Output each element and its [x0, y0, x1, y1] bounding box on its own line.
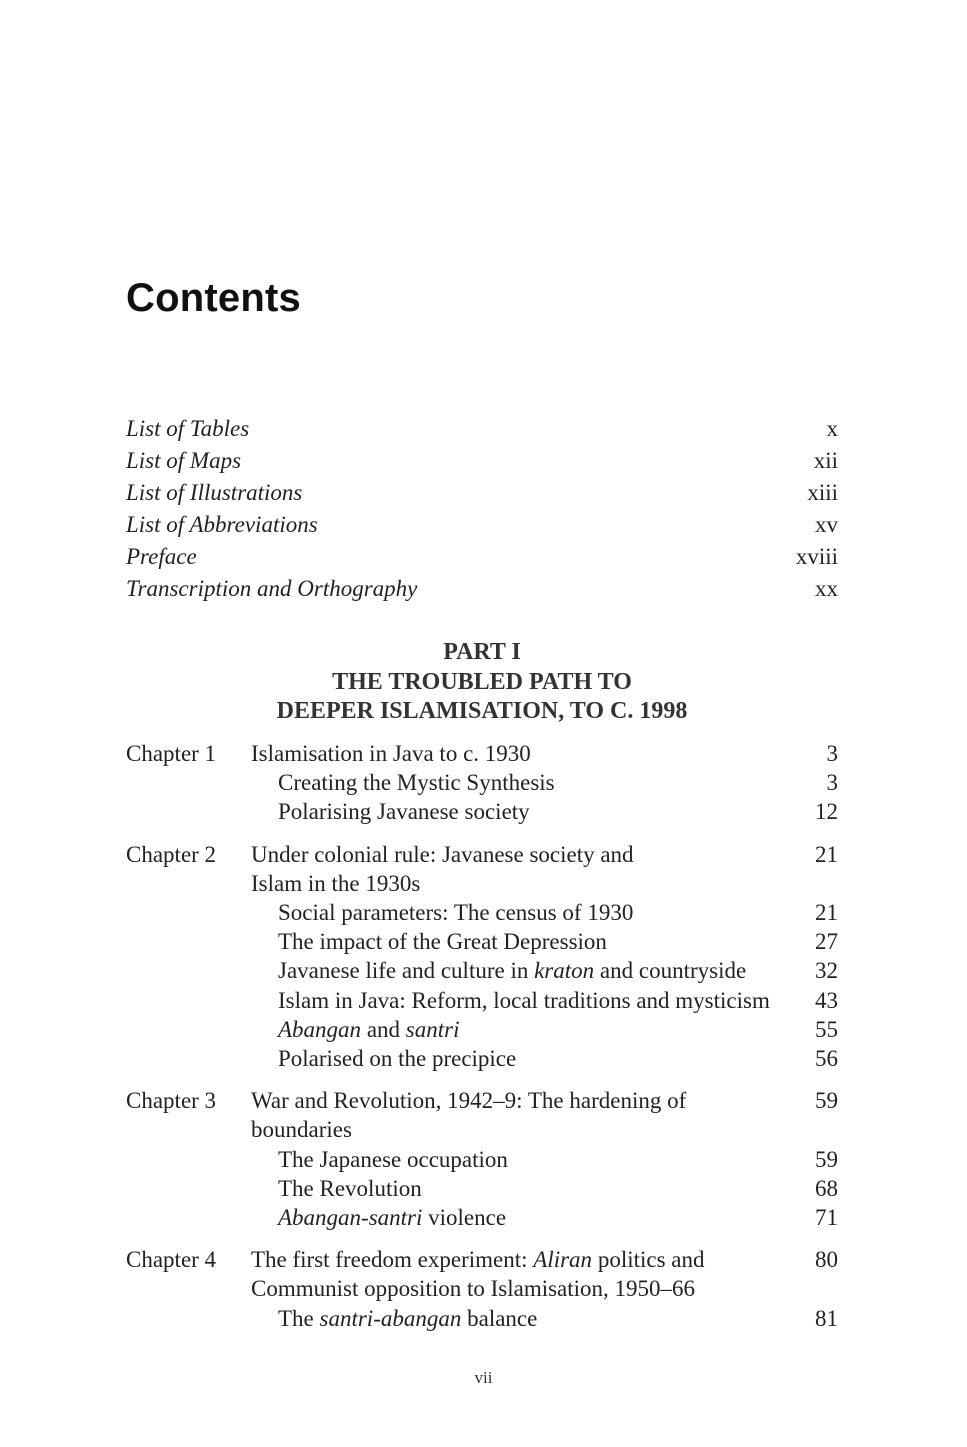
toc-entry-list-of-illustrations[interactable]	[126, 480, 838, 512]
section-title-post: violence	[422, 1205, 507, 1231]
front-matter-list	[126, 416, 838, 608]
section-title: The impact of the Great Depression	[278, 929, 607, 955]
section-title-post: and countryside	[594, 958, 747, 984]
section-title-italic: Abangan-santri	[278, 1205, 423, 1231]
toc-entry-preface[interactable]	[126, 544, 838, 576]
page-number: vii	[474, 1368, 493, 1387]
section-title-italic: Abangan	[278, 1016, 362, 1042]
chapter-2	[126, 840, 838, 1074]
chapter-label: Chapter 3	[126, 1088, 217, 1114]
section-entry[interactable]	[126, 986, 838, 1015]
chapter-title-pre: The first freedom experiment:	[251, 1247, 534, 1273]
chapter-entry[interactable]	[126, 1245, 838, 1303]
entry-page: x	[826, 416, 838, 441]
section-page: 68	[815, 1175, 838, 1201]
entry-label: List of Abbreviations	[126, 512, 318, 537]
entry-page: xviii	[795, 544, 838, 569]
section-page: 32	[815, 958, 838, 984]
chapter-label: Chapter 1	[126, 741, 217, 766]
section-title-pre: Javanese life and culture in	[278, 958, 535, 984]
entry-label: List of Maps	[126, 448, 242, 473]
chapter-entry[interactable]	[126, 840, 838, 898]
section-title: Polarised on the precipice	[278, 1046, 517, 1072]
part-title-line-2: DEEPER ISLAMISATION, TO C. 1998	[276, 698, 688, 724]
section-title	[278, 1304, 798, 1333]
chapter-4	[126, 1245, 838, 1333]
entry-page: xv	[815, 512, 838, 537]
page-title: Contents	[126, 276, 301, 320]
section-page: 56	[815, 1046, 838, 1072]
section-page: 55	[815, 1016, 838, 1042]
section-entry[interactable]	[126, 956, 838, 985]
section-title-italic: kraton	[534, 958, 595, 984]
entry-page: xii	[813, 448, 838, 473]
section-title: The Revolution	[278, 1175, 422, 1201]
part-number: PART I	[443, 639, 521, 665]
section-title: Social parameters: The census of 1930	[278, 900, 634, 926]
section-title: Islam in Java: Reform, local traditions and mysticism	[278, 987, 770, 1013]
chapter-label: Chapter 4	[126, 1247, 217, 1273]
entry-page: xx	[815, 576, 838, 601]
section-title-mid: and	[361, 1016, 406, 1042]
chapter-page: 3	[826, 741, 838, 766]
entry-label: List of Tables	[126, 416, 250, 441]
section-title: Polarising Javanese society	[278, 799, 530, 825]
chapter-title: War and Revolution, 1942–9: The hardening of boundaries	[251, 1088, 687, 1143]
chapter-3	[126, 1086, 838, 1232]
entry-page: xiii	[807, 480, 838, 505]
section-entry[interactable]	[126, 1203, 838, 1232]
chapter-title: Under colonial rule: Javanese society and Islam in the 1930s	[251, 841, 634, 896]
toc-entry-list-of-abbreviations[interactable]	[126, 512, 838, 544]
chapter-1	[126, 739, 838, 827]
toc-entry-list-of-tables[interactable]	[126, 416, 838, 448]
section-title-post: balance	[461, 1305, 538, 1331]
part-heading	[126, 638, 838, 727]
chapter-entry[interactable]	[126, 1086, 838, 1144]
toc-entry-transcription[interactable]	[126, 576, 838, 608]
section-page: 3	[826, 770, 838, 796]
entry-label: Transcription and Orthography	[126, 576, 418, 601]
section-title-pre: The	[278, 1305, 320, 1331]
section-entry[interactable]	[126, 898, 838, 927]
section-page: 71	[815, 1205, 838, 1231]
entry-label: Preface	[126, 544, 197, 569]
chapter-title	[251, 1245, 741, 1303]
section-entry[interactable]	[126, 797, 838, 826]
chapter-label: Chapter 2	[126, 841, 217, 867]
chapter-title-post: politics and Communist opposition to Islamisation, 1950–66	[251, 1247, 705, 1302]
chapter-entry[interactable]	[126, 739, 838, 768]
section-entry[interactable]	[126, 927, 838, 956]
section-page: 43	[815, 987, 838, 1013]
part-title-line-1: THE TROUBLED PATH TO	[332, 668, 632, 695]
chapter-page: 21	[815, 841, 838, 867]
section-page: 21	[815, 900, 838, 926]
entry-label: List of Illustrations	[126, 480, 303, 505]
toc-entry-list-of-maps[interactable]	[126, 448, 838, 480]
section-entry[interactable]	[126, 1174, 838, 1203]
section-entry[interactable]	[126, 768, 838, 797]
chapter-page: 59	[815, 1088, 838, 1114]
section-title: Creating the Mystic Synthesis	[278, 770, 555, 796]
section-title-italic: santri	[405, 1016, 460, 1042]
section-page: 12	[815, 799, 838, 825]
section-entry[interactable]	[126, 1145, 838, 1174]
section-page: 81	[815, 1305, 838, 1331]
section-entry[interactable]	[126, 1304, 838, 1333]
section-entry[interactable]	[126, 1044, 838, 1073]
section-entry[interactable]	[126, 1015, 838, 1044]
chapter-list	[126, 739, 838, 1346]
section-page: 59	[815, 1146, 838, 1172]
section-title: The Japanese occupation	[278, 1146, 508, 1172]
chapter-page: 80	[815, 1247, 838, 1273]
section-title	[278, 1203, 798, 1232]
section-title	[278, 956, 798, 985]
section-page: 27	[815, 929, 838, 955]
section-title-italic: santri-abangan	[319, 1305, 462, 1331]
section-title	[278, 1015, 798, 1044]
chapter-title-italic: Aliran	[533, 1247, 593, 1273]
chapter-title: Islamisation in Java to c. 1930	[251, 741, 531, 766]
